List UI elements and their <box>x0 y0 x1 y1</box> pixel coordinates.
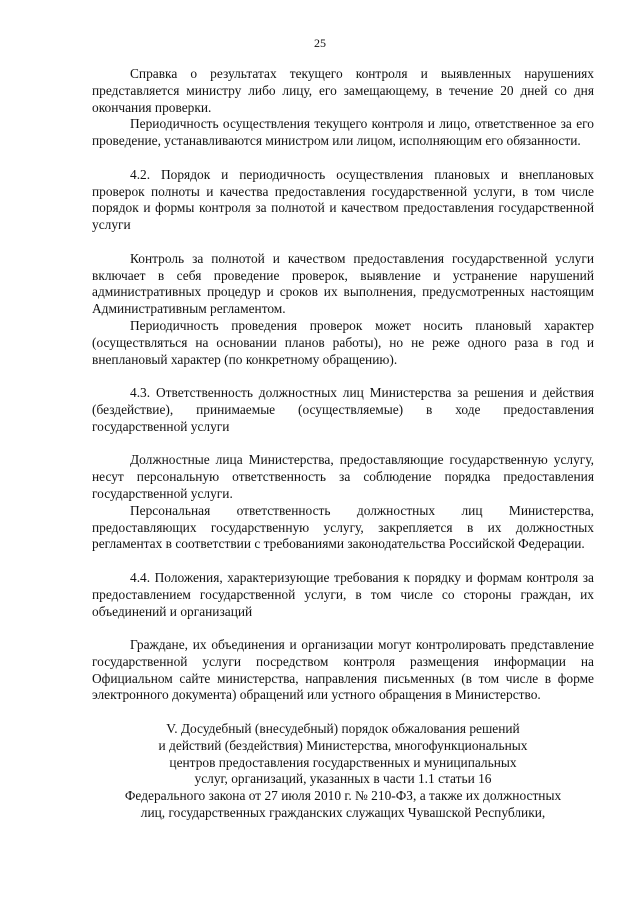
subsection-heading-4-2: 4.2. Порядок и периодичность осуществления плановых и внеплановых проверок полноты и качества предоставления государственной услуги, в том числе порядок и формы контроля за полнотой и качеством предоставления государственной услуги <box>92 166 594 233</box>
paragraph-citizens-control: Граждане, их объединения и организации могут контролировать представление государственной услуги посредством контроля размещения информации на Официальном сайте министерства, направления письменных (в том числе в форме электронного документа) обращений или устного обращения в Министерство. <box>92 637 594 703</box>
page-number: 25 <box>314 36 326 50</box>
paragraph-officials-responsibility: Должностные лица Министерства, предоставляющие государственную услугу, несут персональную ответственность за соблюдение порядка предоставления государственной услуги. <box>92 452 594 501</box>
spacer <box>92 150 594 167</box>
section-heading-line: центров предоставления государственных и муниципальных <box>169 754 517 770</box>
subsection-heading-4-4: 4.4. Положения, характеризующие требования к порядку и формам контроля за предоставлением государственной услуги, в том числе со стороны граждан, их объединений и организаций <box>92 569 594 619</box>
document-body <box>92 66 594 822</box>
section-heading-line: V. Досудебный (внесудебный) порядок обжалования решений <box>166 721 520 737</box>
paragraph-personal-responsibility: Персональная ответственность должностных лиц Министерства, предоставляющих государственную услугу, закрепляется в их должностных регламентах в соответствии с требованиями законодательства Российской Федерации. <box>92 502 594 552</box>
section-heading-line: и действий (бездействия) Министерства, многофункциональных <box>158 737 528 753</box>
spacer <box>92 553 594 570</box>
section-heading-line: Федерального закона от 27 июля 2010 г. № 210-ФЗ, а также их должностных <box>124 788 562 804</box>
spacer <box>92 368 594 385</box>
spacer <box>92 704 594 721</box>
paragraph-quality-control: Контроль за полнотой и качеством предоставления государственной услуги включает в себя проведение проверок, выявление и устранение нарушений административных процедур и сроков их выполнения, предусмотренных настоящим Административным регламентом. <box>92 250 594 317</box>
paragraph-report-deadline: Справка о результатах текущего контроля и выявленных нарушениях представляется министру либо лицу, его замещающему, в течение 20 дней со дня окончания проверки. <box>92 66 594 115</box>
section-heading-line: услуг, организаций, указанных в части 1.1 статьи 16 <box>194 771 492 787</box>
paragraph-inspection-frequency: Периодичность проведения проверок может носить плановый характер (осуществляться на основании планов работы), но не реже одного раза в год и внеплановый характер (по конкретному обращению). <box>92 317 594 367</box>
spacer <box>92 620 594 637</box>
section-heading-v <box>92 721 594 822</box>
spacer <box>92 234 594 251</box>
paragraph-control-frequency: Периодичность осуществления текущего контроля и лицо, ответственное за его проведение, устанавливаются министром или лицом, исполняющим его обязанности. <box>92 116 594 149</box>
subsection-heading-4-3: 4.3. Ответственность должностных лиц Министерства за решения и действия (бездействие), принимаемые (осуществляемые) в ходе предоставления государственной услуги <box>92 385 594 434</box>
spacer <box>92 436 594 453</box>
section-heading-line: лиц, государственных гражданских служащих Чувашской Республики, <box>140 805 546 821</box>
